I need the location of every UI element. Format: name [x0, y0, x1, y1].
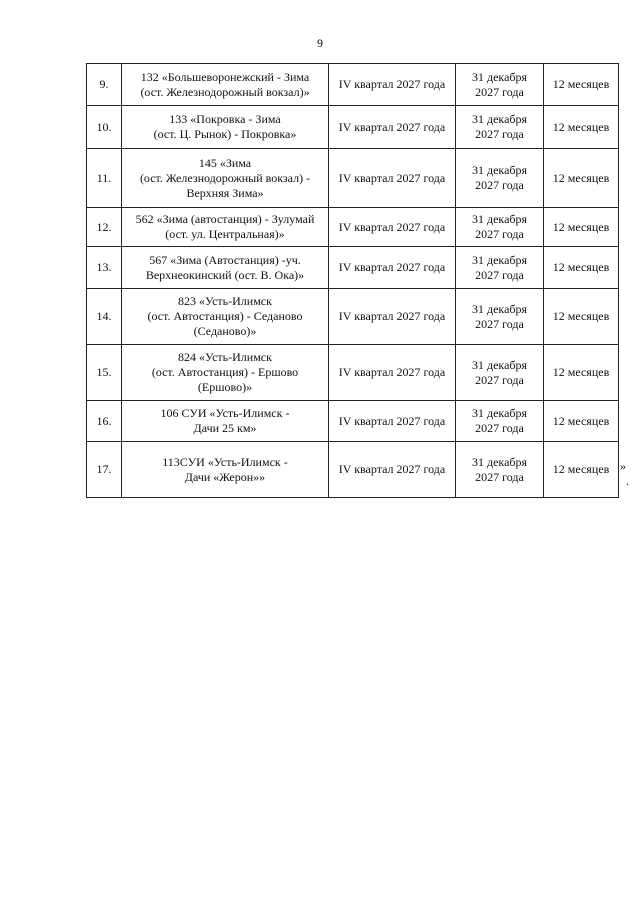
- row-number-cell: 11.: [87, 149, 122, 208]
- routes-table-body: [87, 64, 619, 498]
- date-line: 2027 года: [475, 84, 524, 99]
- quarter-cell: IV квартал 2027 года: [329, 106, 456, 149]
- route-line: (ост. Ц. Рынок) - Покровка»: [153, 127, 297, 141]
- date-cell: [456, 289, 544, 345]
- closing-quote: »: [620, 459, 626, 473]
- route-line: Дачи «Жерон»»: [184, 469, 266, 484]
- route-line: 145 «Зима: [198, 155, 252, 170]
- route-line: 106 СУИ «Усть-Илимск -: [160, 406, 290, 420]
- route-cell: [122, 345, 329, 401]
- table-row: [87, 64, 619, 106]
- routes-table: [86, 63, 619, 498]
- closing-dot: .: [626, 474, 629, 488]
- quarter-cell: IV квартал 2027 года: [329, 345, 456, 401]
- route-line: (ост. Железнодорожный вокзал) -: [139, 170, 311, 185]
- date-line: 31 декабря: [471, 212, 528, 226]
- table-row: [87, 149, 619, 208]
- page-number: 9: [317, 36, 323, 50]
- route-line: 567 «Зима (Автостанция) -уч.: [149, 252, 301, 267]
- date-cell: [456, 442, 544, 498]
- table-row: [87, 401, 619, 442]
- term-cell: 12 месяцев: [544, 345, 619, 401]
- date-line: 2027 года: [475, 227, 524, 241]
- route-line: 113СУИ «Усть-Илимск -: [162, 454, 288, 469]
- date-line: 31 декабря: [471, 357, 528, 372]
- row-number-cell: 13.: [87, 247, 122, 289]
- route-line: (ост. Автостанция) - Седаново: [147, 309, 303, 323]
- date-line: 2027 года: [475, 178, 524, 192]
- route-cell: [122, 149, 329, 208]
- quarter-cell: IV квартал 2027 года: [329, 64, 456, 106]
- date-cell: [456, 345, 544, 401]
- route-line: Дачи 25 км»: [193, 421, 257, 435]
- route-cell: [122, 247, 329, 289]
- route-line: (ост. Автостанция) - Ершово: [151, 365, 299, 379]
- route-line: (Седаново)»: [193, 324, 257, 338]
- route-cell: [122, 106, 329, 149]
- route-line: 132 «Большеворонежский - Зима: [140, 69, 310, 84]
- date-cell: [456, 149, 544, 208]
- route-cell: [122, 401, 329, 442]
- route-line: Верхнеокинский (ост. В. Ока)»: [145, 267, 305, 282]
- quarter-cell: IV квартал 2027 года: [329, 208, 456, 247]
- row-number-cell: 9.: [87, 64, 122, 106]
- term-cell: 12 месяцев: [544, 106, 619, 149]
- row-number-cell: 15.: [87, 345, 122, 401]
- route-cell: [122, 289, 329, 345]
- date-line: 31 декабря: [471, 163, 528, 177]
- date-cell: [456, 401, 544, 442]
- route-line: (ост. Железнодорожный вокзал)»: [140, 84, 310, 99]
- table-row: [87, 247, 619, 289]
- date-line: 2027 года: [475, 316, 524, 331]
- table-row: [87, 345, 619, 401]
- route-line: 562 «Зима (автостанция) - Зулумай: [135, 212, 315, 226]
- quarter-cell: IV квартал 2027 года: [329, 149, 456, 208]
- row-number-cell: 14.: [87, 289, 122, 345]
- quarter-cell: IV квартал 2027 года: [329, 247, 456, 289]
- table-row: [87, 106, 619, 149]
- term-cell: 12 месяцев: [544, 401, 619, 442]
- date-line: 2027 года: [475, 127, 524, 141]
- date-line: 2027 года: [475, 469, 524, 484]
- row-number-cell: 10.: [87, 106, 122, 149]
- route-cell: [122, 208, 329, 247]
- term-cell: 12 месяцев: [544, 208, 619, 247]
- route-line: 823 «Усть-Илимск: [178, 294, 272, 308]
- term-cell: 12 месяцев: [544, 149, 619, 208]
- row-number-cell: 16.: [87, 401, 122, 442]
- date-cell: [456, 247, 544, 289]
- route-line: 133 «Покровка - Зима: [169, 112, 281, 126]
- table-row: [87, 289, 619, 345]
- date-line: 2027 года: [475, 372, 524, 387]
- date-cell: [456, 106, 544, 149]
- date-line: 31 декабря: [471, 252, 528, 267]
- table-row: [87, 208, 619, 247]
- row-number-cell: 12.: [87, 208, 122, 247]
- date-line: 31 декабря: [471, 69, 528, 84]
- route-line: (ост. ул. Центральная)»: [165, 227, 285, 241]
- term-cell: 12 месяцев: [544, 289, 619, 345]
- quarter-cell: IV квартал 2027 года: [329, 401, 456, 442]
- row-number-cell: 17.: [87, 442, 122, 498]
- route-cell: [122, 64, 329, 106]
- date-line: 2027 года: [475, 267, 524, 282]
- route-line: 824 «Усть-Илимск: [178, 350, 272, 364]
- term-cell: 12 месяцев: [544, 247, 619, 289]
- date-cell: [456, 208, 544, 247]
- date-line: 31 декабря: [471, 112, 528, 126]
- term-cell: 12 месяцев: [544, 64, 619, 106]
- route-line: Верхняя Зима»: [186, 185, 264, 200]
- date-line: 31 декабря: [471, 454, 528, 469]
- quarter-cell: IV квартал 2027 года: [329, 442, 456, 498]
- date-line: 2027 года: [475, 421, 524, 435]
- term-cell: 12 месяцев: [544, 442, 619, 498]
- date-cell: [456, 64, 544, 106]
- quarter-cell: IV квартал 2027 года: [329, 289, 456, 345]
- route-cell: [122, 442, 329, 498]
- date-line: 31 декабря: [471, 406, 528, 420]
- route-line: (Ершово)»: [197, 380, 253, 394]
- date-line: 31 декабря: [471, 301, 528, 316]
- table-row: [87, 442, 619, 498]
